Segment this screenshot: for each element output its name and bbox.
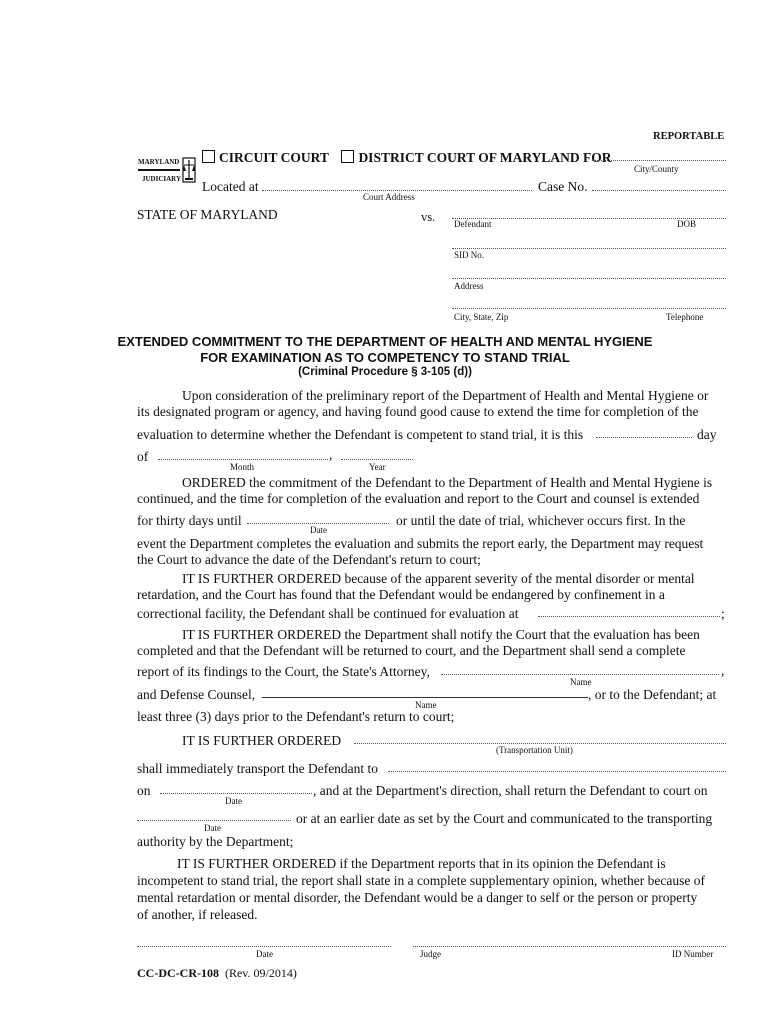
p2-line4: event the Department completes the evaluation and submits the report early, the Department may request xyxy=(137,536,704,551)
p1-comma: , xyxy=(329,447,333,462)
court-selection-row xyxy=(202,150,612,166)
scales-of-justice-icon xyxy=(182,157,196,183)
state-of-maryland-label: STATE OF MARYLAND xyxy=(137,207,278,222)
transport-destination-field[interactable] xyxy=(388,771,726,772)
date-caption-3: Date xyxy=(204,823,221,833)
p5-line2: shall immediately transport the Defendant to xyxy=(137,761,379,776)
p3-line3: correctional facility, the Defendant shall be continued for evaluation at xyxy=(137,606,519,621)
defendant-caption: Defendant xyxy=(454,219,492,229)
p4-line1: IT IS FURTHER ORDERED the Department shall notify the Court that the evaluation has been xyxy=(182,627,700,642)
evaluation-location-field[interactable] xyxy=(538,616,720,617)
p2-line3b: or until the date of trial, whichever occurs first. In the xyxy=(396,513,686,528)
p5-line1: IT IS FURTHER ORDERED xyxy=(182,733,342,748)
year-caption: Year xyxy=(369,462,386,472)
date-caption-1: Date xyxy=(310,525,327,535)
p6-line4: of another, if released. xyxy=(137,907,258,922)
form-title-line2: FOR EXAMINATION AS TO COMPETENCY TO STAND TRIAL xyxy=(200,350,570,365)
day-field[interactable] xyxy=(596,437,692,438)
signature-date-field[interactable] xyxy=(137,946,391,947)
city-county-caption: City/County xyxy=(634,164,679,174)
p5-line3b: , and at the Department's direction, shall return the Defendant to court on xyxy=(313,783,708,798)
transportation-unit-caption: (Transportation Unit) xyxy=(496,745,573,755)
address-field[interactable] xyxy=(452,278,726,279)
court-address-caption: Court Address xyxy=(363,192,415,202)
district-court-label: DISTRICT COURT OF MARYLAND FOR xyxy=(358,150,612,165)
district-court-checkbox[interactable] xyxy=(341,150,354,163)
year-field[interactable] xyxy=(341,459,413,460)
city-state-zip-caption: City, State, Zip xyxy=(454,312,509,322)
p2-line5: the Court to advance the date of the Defendant's return to court; xyxy=(137,552,481,567)
form-title-statute: (Criminal Procedure § 3-105 (d)) xyxy=(298,366,472,378)
p6-line1: IT IS FURTHER ORDERED if the Department reports that in its opinion the Defendant is xyxy=(177,856,666,871)
dob-caption: DOB xyxy=(677,219,697,229)
p4-line4a: and Defense Counsel, xyxy=(137,687,256,702)
p1-day-label: day xyxy=(697,427,717,442)
form-number xyxy=(137,966,297,981)
city-county-field[interactable] xyxy=(592,160,726,161)
judge-caption: Judge xyxy=(420,949,441,959)
p6-line2: incompetent to stand trial, the report shall state in a complete supplementary opinion, whether because of xyxy=(137,873,705,888)
form-revision: (Rev. 09/2014) xyxy=(224,966,297,980)
judge-signature-field[interactable] xyxy=(413,946,726,947)
p5-line3a: on xyxy=(137,783,151,798)
name-caption-2: Name xyxy=(415,700,437,710)
p4-line2: completed and that the Defendant will be returned to court, and the Department shall send a complete xyxy=(137,643,686,658)
case-no-label: Case No. xyxy=(538,179,588,194)
address-caption: Address xyxy=(454,281,484,291)
case-no-field[interactable] xyxy=(592,190,726,191)
p4-comma: , xyxy=(721,663,725,678)
p1-line2: its designated program or agency, and having found good cause to extend the time for completion of the xyxy=(137,404,699,419)
p4-line4b: , or to the Defendant; at xyxy=(588,687,717,702)
located-at-label: Located at xyxy=(202,179,259,194)
return-date-field[interactable] xyxy=(137,820,291,821)
month-field[interactable] xyxy=(158,459,328,460)
vs-label: vs. xyxy=(421,210,436,224)
p1-line3: evaluation to determine whether the Defendant is competent to stand trial, it is this xyxy=(137,427,584,442)
p2-line3a: for thirty days until xyxy=(137,513,242,528)
city-state-zip-field[interactable] xyxy=(452,308,726,309)
sid-caption: SID No. xyxy=(454,250,485,260)
defense-counsel-field[interactable] xyxy=(262,697,588,698)
name-caption-1: Name xyxy=(570,677,592,687)
p3-line1: IT IS FURTHER ORDERED because of the apparent severity of the mental disorder or mental xyxy=(182,571,695,586)
p1-of-label: of xyxy=(137,449,149,464)
p3-line2: retardation, and the Court has found that the Defendant would be endangered by confinement in a xyxy=(137,587,665,602)
telephone-caption: Telephone xyxy=(666,312,704,322)
circuit-court-checkbox[interactable] xyxy=(202,150,215,163)
sid-field[interactable] xyxy=(452,248,726,249)
p5-line5: authority by the Department; xyxy=(137,834,294,849)
transport-date-field[interactable] xyxy=(160,793,312,794)
form-title-line1: EXTENDED COMMITMENT TO THE DEPARTMENT OF HEALTH AND MENTAL HYGIENE xyxy=(117,334,653,349)
p2-line1: ORDERED the commitment of the Defendant to the Department of Health and Mental Hygiene is xyxy=(182,475,713,490)
id-number-caption: ID Number xyxy=(672,949,714,959)
p5-line4: or at an earlier date as set by the Court and communicated to the transporting xyxy=(296,811,713,826)
states-attorney-field[interactable] xyxy=(441,674,719,675)
signature-date-caption: Date xyxy=(256,949,273,959)
circuit-court-label: CIRCUIT COURT xyxy=(219,150,329,165)
month-caption: Month xyxy=(230,462,255,472)
p6-line3: mental retardation or mental disorder, the Defendant would be a danger to self or the person or property xyxy=(137,890,698,905)
p4-line3: report of its findings to the Court, the State's Attorney, xyxy=(137,664,430,679)
p1-line1: Upon consideration of the preliminary report of the Department of Health and Mental Hygiene or xyxy=(182,388,709,403)
transportation-unit-field[interactable] xyxy=(354,743,726,744)
court-address-field[interactable] xyxy=(262,190,532,191)
maryland-judiciary-logo: MARYLAND JUDICIARY xyxy=(138,156,202,186)
date-caption-2: Date xyxy=(225,796,242,806)
p3-semicolon: ; xyxy=(721,606,725,621)
form-code: CC-DC-CR-108 xyxy=(137,966,219,980)
extended-until-date-field[interactable] xyxy=(247,523,389,524)
p4-line5: least three (3) days prior to the Defendant's return to court; xyxy=(137,709,455,724)
reportable-label: REPORTABLE xyxy=(653,131,725,142)
p2-line2: continued, and the time for completion of the evaluation and report to the Court and counsel is extended xyxy=(137,491,700,506)
